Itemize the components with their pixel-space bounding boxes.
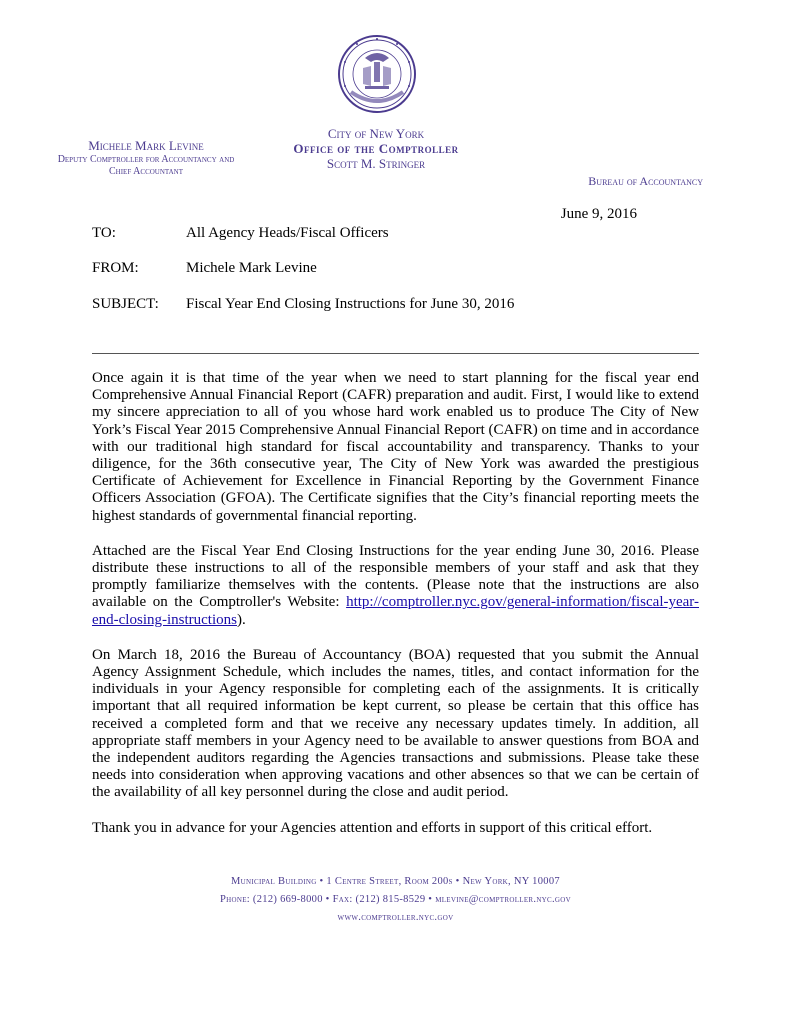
to-value: All Agency Heads/Fiscal Officers [186, 225, 389, 241]
memo-subject-row [92, 296, 514, 313]
comptroller-name: Scott M. Stringer [326, 156, 426, 171]
deputy-comptroller-block [56, 138, 236, 178]
from-value: Michele Mark Levine [186, 260, 317, 276]
deputy-name: Michele Mark Levine [88, 138, 204, 153]
paragraph-2-text: Attached are the Fiscal Year End Closing Instructions for the year ending June 30, 2016. Please distribute these instructions to all of the responsible members of your staff and ask that they promptly familiarize themselves with the contents. (Please note that the instructions are also available on the Comptroller's Website: [92, 542, 699, 611]
memo-date: June 9, 2016 [560, 206, 637, 222]
city-seal [337, 34, 417, 114]
memo-to-row [92, 225, 389, 242]
footer-website: www.comptroller.nyc.gov [337, 912, 454, 923]
office-name: Office of the Comptroller [293, 141, 459, 156]
city-name: City of New York [327, 126, 425, 141]
subject-label: SUBJECT: [92, 296, 159, 312]
to-label: TO: [92, 225, 116, 241]
paragraph-1: Once again it is that time of the year when we need to start planning for the fiscal year end Comprehensive Annual Financial Report (CAFR) preparation and audit. First, I would like to extend my sincere appreciation to all of you whose hard work enabled us to produce The City of New York’s Fiscal Year 2015 Comprehensive Annual Financial Report (CAFR) on time and in accordance with our traditional high standard for fiscal accountability and transparency. Thanks to your diligence, for the 36th consecutive year, The City of New York was awarded the prestigious Certificate of Achievement for Excellence in Financial Reporting by the Government Finance Officers Association (GFOA). The Certificate signifies that the City’s financial reporting meets the highest standards of governmental financial reporting. [92, 370, 699, 524]
memo-body [92, 370, 699, 855]
footer-contact: Phone: (212) 669-8000 • Fax: (212) 815-8529 • mlevine@comptroller.nyc.gov [220, 894, 571, 905]
memo-from-row [92, 260, 317, 277]
paragraph-2-end: ). [236, 611, 246, 628]
instructions-link[interactable]: http://comptroller.nyc.gov/general-information/fiscal-year-end-closing-instructions [92, 594, 699, 628]
subject-value: Fiscal Year End Closing Instructions for June 30, 2016 [186, 296, 515, 312]
deputy-title: Deputy Comptroller for Accountancy and Chief Accountant [57, 154, 235, 177]
footer-address: Municipal Building • 1 Centre Street, Room 200s • New York, NY 10007 [231, 876, 560, 887]
divider [92, 353, 699, 354]
footer [120, 873, 671, 927]
paragraph-2 [92, 543, 699, 629]
paragraph-4: Thank you in advance for your Agencies attention and efforts in support of this critical effort. [92, 819, 653, 836]
office-block [266, 126, 486, 171]
paragraph-3: On March 18, 2016 the Bureau of Accountancy (BOA) requested that you submit the Annual Agency Assignment Schedule, which includes the names, titles, and contact information for the individuals in your Agency responsible for completing each of the assignments. It is critically important that all required information be kept current, so please be certain that this office has received a completed form and that we receive any necessary updates timely. In addition, all appropriate staff members in your Agency need to be available to answer questions from BOA and the independent auditors regarding the Agencies transactions and submissions. Please take these needs into consideration when approving vacations and other absences so that we can be certain of the availability of all key personnel during the close and audit period. [92, 646, 699, 801]
from-label: FROM: [92, 260, 139, 276]
bureau-name: Bureau of Accountancy [588, 174, 703, 188]
